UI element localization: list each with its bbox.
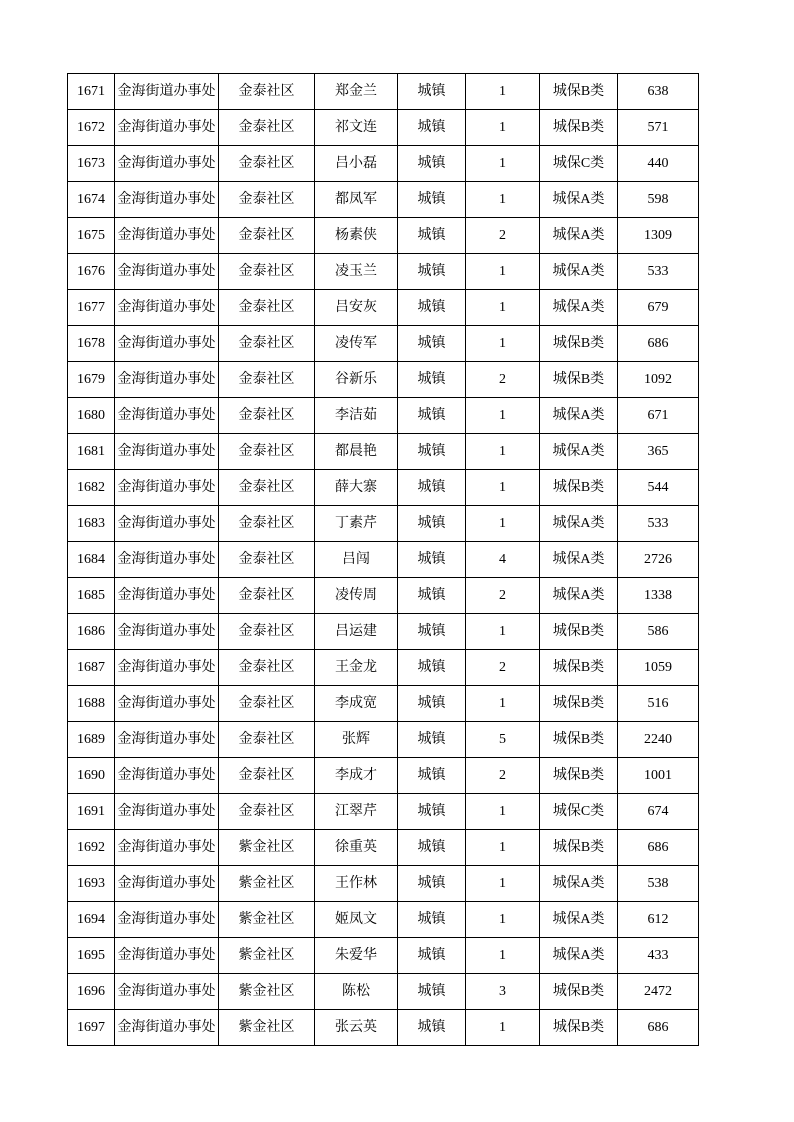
name-cell: 李洁茹 <box>315 398 398 434</box>
amount-cell: 516 <box>618 686 699 722</box>
name-cell: 凌玉兰 <box>315 254 398 290</box>
table-row <box>68 470 699 506</box>
amount-cell: 686 <box>618 830 699 866</box>
category-cell: 城保B类 <box>540 614 618 650</box>
household-size-cell: 1 <box>466 506 540 542</box>
area-type-cell: 城镇 <box>398 470 466 506</box>
table-row <box>68 218 699 254</box>
area-type-cell: 城镇 <box>398 110 466 146</box>
community-cell: 金泰社区 <box>219 182 315 218</box>
area-type-cell: 城镇 <box>398 866 466 902</box>
category-cell: 城保A类 <box>540 506 618 542</box>
community-cell: 紫金社区 <box>219 902 315 938</box>
row-number-cell: 1682 <box>68 470 115 506</box>
amount-cell: 674 <box>618 794 699 830</box>
area-type-cell: 城镇 <box>398 218 466 254</box>
table-row <box>68 182 699 218</box>
table-row <box>68 398 699 434</box>
name-cell: 张辉 <box>315 722 398 758</box>
category-cell: 城保A类 <box>540 218 618 254</box>
name-cell: 凌传周 <box>315 578 398 614</box>
category-cell: 城保A类 <box>540 254 618 290</box>
community-cell: 金泰社区 <box>219 74 315 110</box>
row-number-cell: 1674 <box>68 182 115 218</box>
community-cell: 金泰社区 <box>219 542 315 578</box>
name-cell: 吕安灰 <box>315 290 398 326</box>
name-cell: 李成才 <box>315 758 398 794</box>
area-type-cell: 城镇 <box>398 1010 466 1046</box>
name-cell: 都晨艳 <box>315 434 398 470</box>
table-row <box>68 542 699 578</box>
table-row <box>68 146 699 182</box>
area-type-cell: 城镇 <box>398 362 466 398</box>
category-cell: 城保B类 <box>540 758 618 794</box>
row-number-cell: 1697 <box>68 1010 115 1046</box>
row-number-cell: 1686 <box>68 614 115 650</box>
amount-cell: 598 <box>618 182 699 218</box>
category-cell: 城保A类 <box>540 434 618 470</box>
row-number-cell: 1676 <box>68 254 115 290</box>
household-size-cell: 1 <box>466 1010 540 1046</box>
amount-cell: 679 <box>618 290 699 326</box>
community-cell: 金泰社区 <box>219 110 315 146</box>
amount-cell: 440 <box>618 146 699 182</box>
area-type-cell: 城镇 <box>398 290 466 326</box>
area-type-cell: 城镇 <box>398 650 466 686</box>
area-type-cell: 城镇 <box>398 722 466 758</box>
row-number-cell: 1689 <box>68 722 115 758</box>
row-number-cell: 1681 <box>68 434 115 470</box>
office-cell: 金海街道办事处 <box>115 902 219 938</box>
household-size-cell: 1 <box>466 794 540 830</box>
community-cell: 金泰社区 <box>219 146 315 182</box>
category-cell: 城保B类 <box>540 470 618 506</box>
household-size-cell: 1 <box>466 182 540 218</box>
household-size-cell: 1 <box>466 902 540 938</box>
table-row <box>68 578 699 614</box>
category-cell: 城保A类 <box>540 902 618 938</box>
row-number-cell: 1672 <box>68 110 115 146</box>
household-size-cell: 2 <box>466 650 540 686</box>
household-size-cell: 5 <box>466 722 540 758</box>
area-type-cell: 城镇 <box>398 938 466 974</box>
name-cell: 张云英 <box>315 1010 398 1046</box>
office-cell: 金海街道办事处 <box>115 758 219 794</box>
table-row <box>68 614 699 650</box>
household-size-cell: 1 <box>466 866 540 902</box>
row-number-cell: 1683 <box>68 506 115 542</box>
community-cell: 金泰社区 <box>219 794 315 830</box>
row-number-cell: 1690 <box>68 758 115 794</box>
row-number-cell: 1695 <box>68 938 115 974</box>
household-size-cell: 2 <box>466 578 540 614</box>
area-type-cell: 城镇 <box>398 74 466 110</box>
table-row <box>68 794 699 830</box>
household-size-cell: 1 <box>466 254 540 290</box>
household-size-cell: 1 <box>466 470 540 506</box>
amount-cell: 533 <box>618 254 699 290</box>
amount-cell: 671 <box>618 398 699 434</box>
household-size-cell: 1 <box>466 290 540 326</box>
office-cell: 金海街道办事处 <box>115 146 219 182</box>
area-type-cell: 城镇 <box>398 974 466 1010</box>
row-number-cell: 1671 <box>68 74 115 110</box>
office-cell: 金海街道办事处 <box>115 542 219 578</box>
area-type-cell: 城镇 <box>398 182 466 218</box>
category-cell: 城保A类 <box>540 542 618 578</box>
area-type-cell: 城镇 <box>398 254 466 290</box>
household-size-cell: 2 <box>466 218 540 254</box>
office-cell: 金海街道办事处 <box>115 182 219 218</box>
table-row <box>68 326 699 362</box>
amount-cell: 2726 <box>618 542 699 578</box>
community-cell: 金泰社区 <box>219 398 315 434</box>
community-cell: 金泰社区 <box>219 578 315 614</box>
row-number-cell: 1687 <box>68 650 115 686</box>
row-number-cell: 1673 <box>68 146 115 182</box>
row-number-cell: 1693 <box>68 866 115 902</box>
area-type-cell: 城镇 <box>398 686 466 722</box>
roster-table <box>67 73 699 1046</box>
office-cell: 金海街道办事处 <box>115 686 219 722</box>
row-number-cell: 1696 <box>68 974 115 1010</box>
office-cell: 金海街道办事处 <box>115 650 219 686</box>
area-type-cell: 城镇 <box>398 578 466 614</box>
amount-cell: 544 <box>618 470 699 506</box>
amount-cell: 365 <box>618 434 699 470</box>
community-cell: 紫金社区 <box>219 866 315 902</box>
community-cell: 金泰社区 <box>219 758 315 794</box>
name-cell: 祁文连 <box>315 110 398 146</box>
name-cell: 姬凤文 <box>315 902 398 938</box>
table-row <box>68 434 699 470</box>
name-cell: 凌传军 <box>315 326 398 362</box>
category-cell: 城保B类 <box>540 650 618 686</box>
household-size-cell: 1 <box>466 434 540 470</box>
community-cell: 金泰社区 <box>219 686 315 722</box>
household-size-cell: 3 <box>466 974 540 1010</box>
area-type-cell: 城镇 <box>398 326 466 362</box>
area-type-cell: 城镇 <box>398 434 466 470</box>
office-cell: 金海街道办事处 <box>115 362 219 398</box>
category-cell: 城保B类 <box>540 830 618 866</box>
table-row <box>68 974 699 1010</box>
amount-cell: 612 <box>618 902 699 938</box>
name-cell: 李成宽 <box>315 686 398 722</box>
area-type-cell: 城镇 <box>398 830 466 866</box>
table-row <box>68 758 699 794</box>
amount-cell: 2240 <box>618 722 699 758</box>
name-cell: 王作林 <box>315 866 398 902</box>
household-size-cell: 1 <box>466 938 540 974</box>
name-cell: 郑金兰 <box>315 74 398 110</box>
amount-cell: 571 <box>618 110 699 146</box>
amount-cell: 586 <box>618 614 699 650</box>
category-cell: 城保B类 <box>540 686 618 722</box>
community-cell: 金泰社区 <box>219 650 315 686</box>
office-cell: 金海街道办事处 <box>115 614 219 650</box>
household-size-cell: 1 <box>466 146 540 182</box>
table-row <box>68 722 699 758</box>
community-cell: 金泰社区 <box>219 218 315 254</box>
household-size-cell: 4 <box>466 542 540 578</box>
table-row <box>68 110 699 146</box>
category-cell: 城保A类 <box>540 182 618 218</box>
amount-cell: 533 <box>618 506 699 542</box>
category-cell: 城保B类 <box>540 362 618 398</box>
category-cell: 城保B类 <box>540 1010 618 1046</box>
household-size-cell: 1 <box>466 74 540 110</box>
household-size-cell: 2 <box>466 758 540 794</box>
community-cell: 金泰社区 <box>219 434 315 470</box>
category-cell: 城保A类 <box>540 290 618 326</box>
category-cell: 城保C类 <box>540 146 618 182</box>
community-cell: 金泰社区 <box>219 470 315 506</box>
name-cell: 丁素芹 <box>315 506 398 542</box>
name-cell: 都凤军 <box>315 182 398 218</box>
area-type-cell: 城镇 <box>398 398 466 434</box>
name-cell: 朱爱华 <box>315 938 398 974</box>
table-row <box>68 686 699 722</box>
table-body <box>68 74 699 1046</box>
office-cell: 金海街道办事处 <box>115 290 219 326</box>
table-row <box>68 362 699 398</box>
office-cell: 金海街道办事处 <box>115 866 219 902</box>
category-cell: 城保B类 <box>540 974 618 1010</box>
amount-cell: 1338 <box>618 578 699 614</box>
household-size-cell: 1 <box>466 110 540 146</box>
row-number-cell: 1692 <box>68 830 115 866</box>
area-type-cell: 城镇 <box>398 902 466 938</box>
office-cell: 金海街道办事处 <box>115 110 219 146</box>
amount-cell: 538 <box>618 866 699 902</box>
office-cell: 金海街道办事处 <box>115 398 219 434</box>
household-size-cell: 1 <box>466 614 540 650</box>
table-row <box>68 254 699 290</box>
office-cell: 金海街道办事处 <box>115 74 219 110</box>
table-row <box>68 1010 699 1046</box>
office-cell: 金海街道办事处 <box>115 1010 219 1046</box>
row-number-cell: 1679 <box>68 362 115 398</box>
household-size-cell: 2 <box>466 362 540 398</box>
community-cell: 紫金社区 <box>219 830 315 866</box>
row-number-cell: 1685 <box>68 578 115 614</box>
community-cell: 金泰社区 <box>219 506 315 542</box>
amount-cell: 1001 <box>618 758 699 794</box>
household-size-cell: 1 <box>466 326 540 362</box>
name-cell: 江翠芹 <box>315 794 398 830</box>
household-size-cell: 1 <box>466 398 540 434</box>
amount-cell: 1059 <box>618 650 699 686</box>
area-type-cell: 城镇 <box>398 614 466 650</box>
community-cell: 金泰社区 <box>219 614 315 650</box>
community-cell: 金泰社区 <box>219 326 315 362</box>
row-number-cell: 1684 <box>68 542 115 578</box>
household-size-cell: 1 <box>466 686 540 722</box>
household-size-cell: 1 <box>466 830 540 866</box>
office-cell: 金海街道办事处 <box>115 830 219 866</box>
office-cell: 金海街道办事处 <box>115 434 219 470</box>
office-cell: 金海街道办事处 <box>115 326 219 362</box>
amount-cell: 686 <box>618 326 699 362</box>
category-cell: 城保B类 <box>540 722 618 758</box>
category-cell: 城保B类 <box>540 74 618 110</box>
amount-cell: 638 <box>618 74 699 110</box>
table-row <box>68 866 699 902</box>
office-cell: 金海街道办事处 <box>115 974 219 1010</box>
amount-cell: 1092 <box>618 362 699 398</box>
community-cell: 金泰社区 <box>219 290 315 326</box>
office-cell: 金海街道办事处 <box>115 470 219 506</box>
community-cell: 金泰社区 <box>219 722 315 758</box>
name-cell: 吕运建 <box>315 614 398 650</box>
name-cell: 薛大寨 <box>315 470 398 506</box>
name-cell: 谷新乐 <box>315 362 398 398</box>
area-type-cell: 城镇 <box>398 506 466 542</box>
office-cell: 金海街道办事处 <box>115 578 219 614</box>
community-cell: 紫金社区 <box>219 938 315 974</box>
category-cell: 城保C类 <box>540 794 618 830</box>
area-type-cell: 城镇 <box>398 146 466 182</box>
office-cell: 金海街道办事处 <box>115 506 219 542</box>
area-type-cell: 城镇 <box>398 758 466 794</box>
community-cell: 紫金社区 <box>219 1010 315 1046</box>
row-number-cell: 1675 <box>68 218 115 254</box>
table-row <box>68 938 699 974</box>
table-row <box>68 902 699 938</box>
amount-cell: 2472 <box>618 974 699 1010</box>
row-number-cell: 1680 <box>68 398 115 434</box>
area-type-cell: 城镇 <box>398 542 466 578</box>
office-cell: 金海街道办事处 <box>115 722 219 758</box>
name-cell: 杨素侠 <box>315 218 398 254</box>
category-cell: 城保A类 <box>540 398 618 434</box>
amount-cell: 1309 <box>618 218 699 254</box>
category-cell: 城保A类 <box>540 938 618 974</box>
office-cell: 金海街道办事处 <box>115 794 219 830</box>
name-cell: 徐重英 <box>315 830 398 866</box>
category-cell: 城保B类 <box>540 110 618 146</box>
table-row <box>68 650 699 686</box>
name-cell: 吕闯 <box>315 542 398 578</box>
table-row <box>68 506 699 542</box>
office-cell: 金海街道办事处 <box>115 218 219 254</box>
community-cell: 紫金社区 <box>219 974 315 1010</box>
table-row <box>68 830 699 866</box>
office-cell: 金海街道办事处 <box>115 938 219 974</box>
row-number-cell: 1694 <box>68 902 115 938</box>
name-cell: 王金龙 <box>315 650 398 686</box>
community-cell: 金泰社区 <box>219 254 315 290</box>
category-cell: 城保A类 <box>540 578 618 614</box>
row-number-cell: 1691 <box>68 794 115 830</box>
row-number-cell: 1678 <box>68 326 115 362</box>
area-type-cell: 城镇 <box>398 794 466 830</box>
table-row <box>68 290 699 326</box>
row-number-cell: 1677 <box>68 290 115 326</box>
category-cell: 城保A类 <box>540 866 618 902</box>
name-cell: 吕小磊 <box>315 146 398 182</box>
office-cell: 金海街道办事处 <box>115 254 219 290</box>
table-row <box>68 74 699 110</box>
community-cell: 金泰社区 <box>219 362 315 398</box>
category-cell: 城保B类 <box>540 326 618 362</box>
name-cell: 陈松 <box>315 974 398 1010</box>
amount-cell: 686 <box>618 1010 699 1046</box>
amount-cell: 433 <box>618 938 699 974</box>
row-number-cell: 1688 <box>68 686 115 722</box>
